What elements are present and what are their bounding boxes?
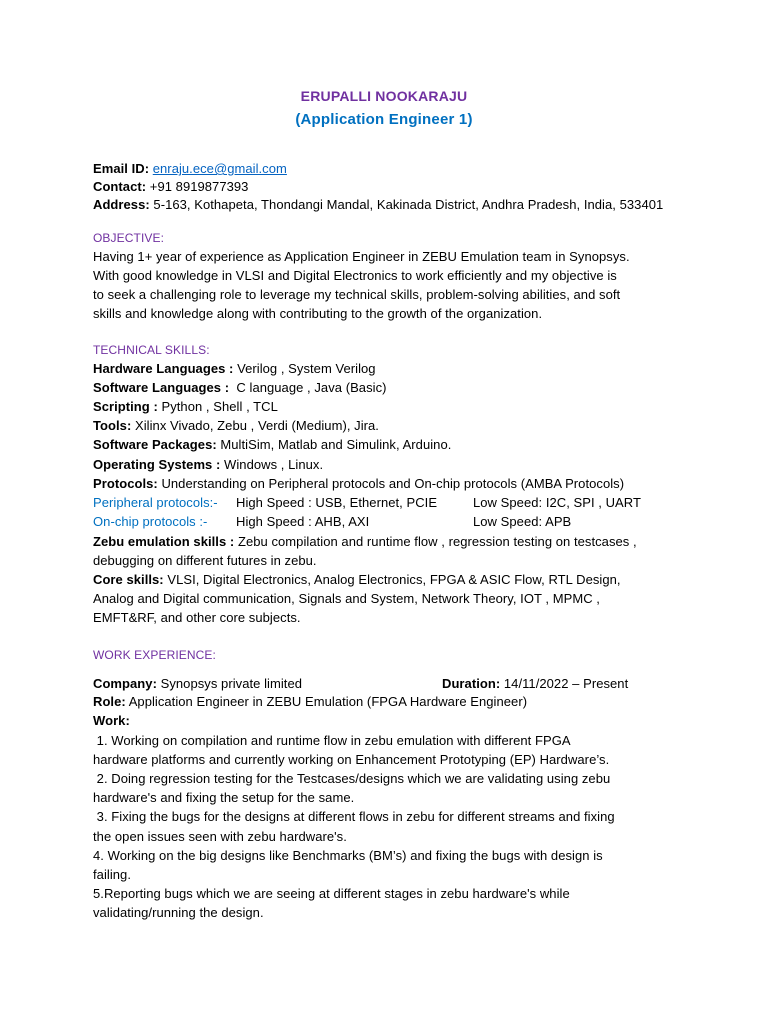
core-skills-value: VLSI, Digital Electronics, Analog Electronics, FPGA & ASIC Flow, RTL Design, bbox=[163, 572, 621, 587]
scripting-value: Python , Shell , TCL bbox=[157, 399, 278, 414]
peripheral-low-speed: Low Speed: I2C, SPI , UART bbox=[473, 495, 641, 510]
zebu-skills-label: Zebu emulation skills : bbox=[93, 534, 235, 549]
core-skills-continued: EMFT&RF, and other core subjects. bbox=[93, 610, 301, 625]
email-link[interactable]: enraju.ece@gmail.com bbox=[152, 161, 287, 176]
protocols-row bbox=[93, 474, 624, 493]
company-label: Company: bbox=[93, 676, 157, 691]
company-value: Synopsys private limited bbox=[156, 676, 302, 691]
software-packages-label: Software Packages: bbox=[93, 437, 217, 452]
role-row bbox=[93, 692, 527, 711]
address-value: 5-163, Kothapeta, Thondangi Mandal, Kakinada District, Andhra Pradesh, India, 533401 bbox=[153, 197, 664, 212]
contact-label: Contact: bbox=[93, 179, 147, 194]
software-packages-value: MultiSim, Matlab and Simulink, Arduino. bbox=[216, 437, 452, 452]
objective-line: Having 1+ year of experience as Application Engineer in ZEBU Emulation team in Synopsys. bbox=[93, 249, 630, 264]
company-row bbox=[93, 674, 302, 693]
peripheral-protocols-label: Peripheral protocols:- bbox=[93, 495, 218, 510]
onchip-low-speed: Low Speed: APB bbox=[473, 514, 572, 529]
operating-systems-label: Operating Systems : bbox=[93, 457, 221, 472]
address-row bbox=[93, 195, 663, 214]
contact-row bbox=[93, 177, 248, 196]
core-skills-row bbox=[93, 570, 621, 589]
objective-heading: OBJECTIVE: bbox=[93, 231, 165, 245]
peripheral-high-speed: High Speed : USB, Ethernet, PCIE bbox=[236, 495, 438, 510]
contact-value: +91 8919877393 bbox=[149, 179, 249, 194]
scripting-row bbox=[93, 397, 278, 416]
tools-value: Xilinx Vivado, Zebu , Verdi (Medium), Jira. bbox=[131, 418, 379, 433]
scripting-label: Scripting : bbox=[93, 399, 158, 414]
duration-label: Duration: bbox=[442, 676, 501, 691]
address-label: Address: bbox=[93, 197, 150, 212]
work-item-line: 3. Fixing the bugs for the designs at different flows in zebu for different streams and fixing bbox=[93, 809, 615, 824]
zebu-skills-value: Zebu compilation and runtime flow , regression testing on testcases , bbox=[234, 534, 637, 549]
software-languages-row bbox=[93, 378, 387, 397]
operating-systems-row bbox=[93, 455, 323, 474]
duration-row bbox=[442, 674, 628, 693]
objective-line: to seek a challenging role to leverage my technical skills, problem-solving abilities, and soft bbox=[93, 287, 621, 302]
candidate-name: ERUPALLI NOOKARAJU bbox=[300, 88, 468, 104]
technical-skills-heading: TECHNICAL SKILLS: bbox=[93, 343, 210, 357]
work-item-line: the open issues seen with zebu hardware's. bbox=[93, 829, 347, 844]
work-item-line: hardware platforms and currently working on Enhancement Prototyping (EP) Hardware’s. bbox=[93, 752, 610, 767]
work-label-row bbox=[93, 711, 130, 730]
zebu-skills-row bbox=[93, 532, 637, 551]
onchip-high-speed: High Speed : AHB, AXI bbox=[236, 514, 370, 529]
work-item-line: 4. Working on the big designs like Benchmarks (BM’s) and fixing the bugs with design is bbox=[93, 848, 603, 863]
objective-line: With good knowledge in VLSI and Digital Electronics to work efficiently and my objective is bbox=[93, 268, 617, 283]
software-languages-label: Software Languages : bbox=[93, 380, 230, 395]
work-label: Work: bbox=[93, 713, 130, 728]
work-item-line: 2. Doing regression testing for the Testcases/designs which we are validating using zebu bbox=[93, 771, 611, 786]
core-skills-continued: Analog and Digital communication, Signals and System, Network Theory, IOT , MPMC , bbox=[93, 591, 600, 606]
tools-row bbox=[93, 416, 379, 435]
work-experience-heading: WORK EXPERIENCE: bbox=[93, 648, 216, 662]
work-item-line: hardware's and fixing the setup for the same. bbox=[93, 790, 355, 805]
email-label: Email ID: bbox=[93, 161, 150, 176]
work-item-line: validating/running the design. bbox=[93, 905, 264, 920]
candidate-title: (Application Engineer 1) bbox=[295, 111, 473, 128]
protocols-label: Protocols: bbox=[93, 476, 158, 491]
operating-systems-value: Windows , Linux. bbox=[220, 457, 324, 472]
role-label: Role: bbox=[93, 694, 126, 709]
work-item-line: 1. Working on compilation and runtime flow in zebu emulation with different FPGA bbox=[93, 733, 571, 748]
protocols-value: Understanding on Peripheral protocols and On-chip protocols (AMBA Protocols) bbox=[157, 476, 625, 491]
tools-label: Tools: bbox=[93, 418, 132, 433]
software-languages-value: C language , Java (Basic) bbox=[229, 380, 387, 395]
hardware-languages-row bbox=[93, 359, 376, 378]
role-value: Application Engineer in ZEBU Emulation (FPGA Hardware Engineer) bbox=[125, 694, 528, 709]
zebu-skills-continued: debugging on different futures in zebu. bbox=[93, 553, 317, 568]
core-skills-label: Core skills: bbox=[93, 572, 164, 587]
hardware-languages-value: Verilog , System Verilog bbox=[233, 361, 376, 376]
email-row bbox=[93, 159, 287, 178]
work-item-line: failing. bbox=[93, 867, 131, 882]
duration-value: 14/11/2022 – Present bbox=[500, 676, 629, 691]
objective-line: skills and knowledge along with contributing to the growth of the organization. bbox=[93, 306, 543, 321]
work-item-line: 5.Reporting bugs which we are seeing at different stages in zebu hardware's while bbox=[93, 886, 570, 901]
software-packages-row bbox=[93, 435, 451, 454]
onchip-protocols-label: On-chip protocols :- bbox=[93, 514, 208, 529]
hardware-languages-label: Hardware Languages : bbox=[93, 361, 234, 376]
